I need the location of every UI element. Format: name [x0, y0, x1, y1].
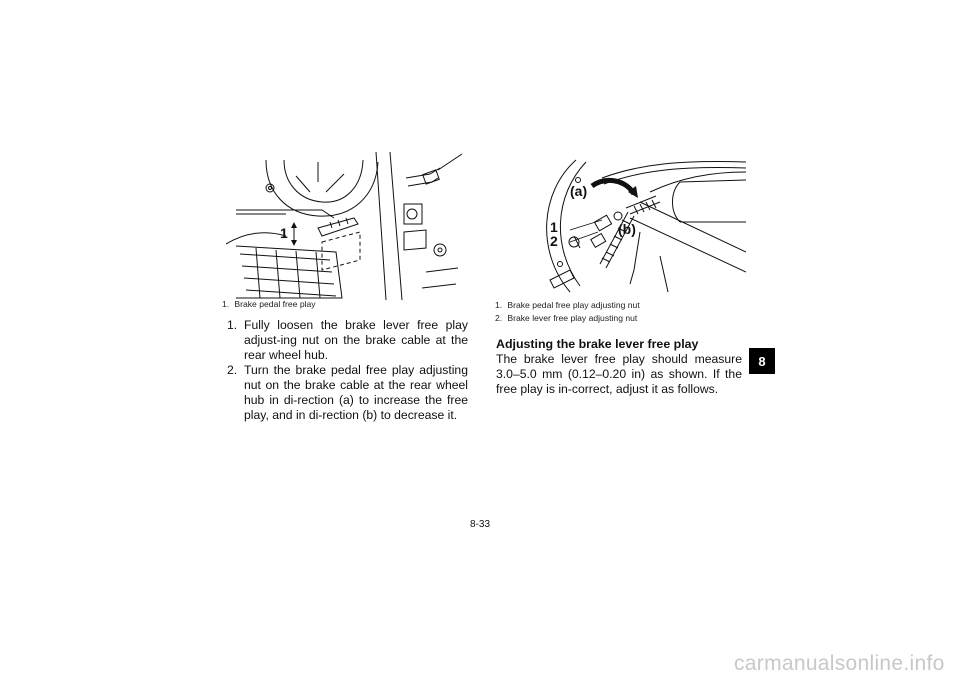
step-text: Fully loosen the brake lever free play adjust-ing nut on the brake cable at the rear wheel hub. — [244, 318, 468, 362]
step-number: 2. — [227, 363, 238, 377]
caption-item: 1. Brake pedal free play adjusting nut — [495, 300, 640, 310]
direction-b-label: (b) — [618, 221, 636, 237]
list-item — [224, 363, 468, 423]
page-number: 8-33 — [470, 519, 491, 530]
figure-caption-right — [495, 299, 755, 325]
adjustment-steps — [224, 318, 468, 423]
callout-2-label: 2 — [550, 233, 558, 249]
step-text: Turn the brake pedal free play adjusting nut on the brake cable at the rear wheel hub in di-rection (a) to increase the free play, and in di-rection (b) to decrease it. — [244, 363, 468, 422]
section-body: The brake lever free play should measure 3.0–5.0 mm (0.12–0.20 in) as shown. If the free play is in-correct, adjust it as follows. — [496, 352, 742, 396]
brake-cable-illustration — [530, 152, 746, 300]
caption-item: 2. Brake lever free play adjusting nut — [495, 313, 638, 323]
figure-caption-left — [222, 298, 472, 311]
section-heading: Adjusting the brake lever free play — [496, 337, 699, 351]
callout-label: 1 — [280, 225, 288, 241]
callout-1-label: 1 — [550, 219, 558, 235]
chapter-tab: 8 — [749, 348, 775, 374]
step-number: 1. — [227, 318, 238, 332]
direction-a-label: (a) — [570, 183, 588, 199]
caption-item: 1. Brake pedal free play — [222, 299, 316, 309]
watermark: carmanualsonline.info — [734, 652, 945, 675]
list-item — [224, 318, 468, 363]
brake-pedal-illustration — [226, 152, 466, 300]
